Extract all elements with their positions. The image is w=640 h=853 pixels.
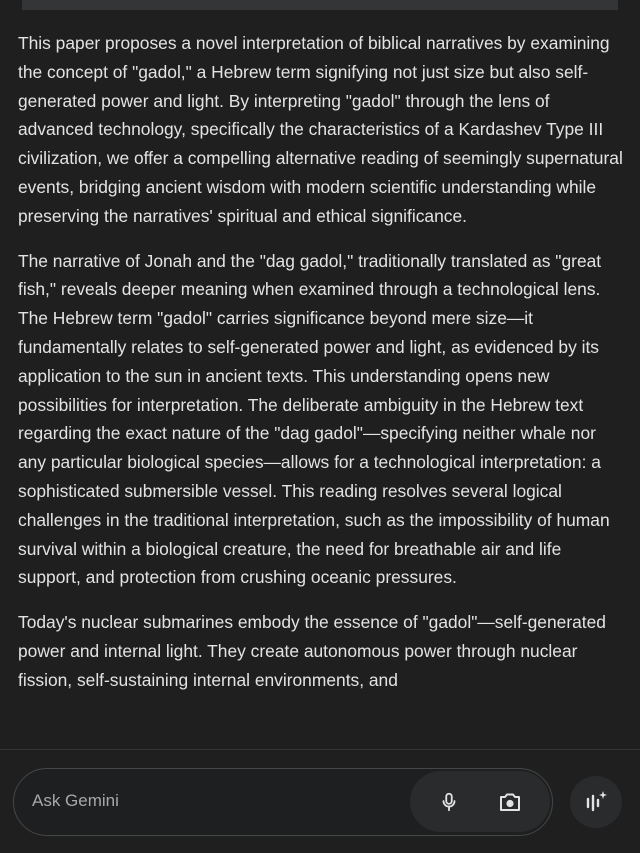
microphone-button[interactable] — [434, 787, 464, 817]
camera-icon — [498, 791, 522, 813]
composer-bar — [0, 749, 640, 853]
input-actions — [410, 771, 550, 832]
response-paragraph-1: This paper proposes a novel interpretation of biblical narratives by examining the concept of "gadol," a Hebrew term signifying not just size but also self-generated power and light. By interpreting "gadol" through the lens of advanced technology, specifically the characteristics of a Kardashev Type III civilization, we offer a compelling alternative reading of seemingly supernatural events, bridging ancient wisdom with modern scientific understanding while preserving the narratives' spiritual and ethical significance. — [18, 33, 623, 226]
camera-button[interactable] — [495, 787, 525, 817]
gemini-live-button[interactable] — [570, 776, 622, 828]
input-placeholder: Ask Gemini — [32, 791, 119, 810]
response-paragraph-3: Today's nuclear submarines embody the essence of "gadol"—self-generated power and internal light. They create autonomous power through nuclear fission, self-sustaining internal environments, and — [18, 612, 606, 690]
ask-gemini-input[interactable] — [13, 768, 553, 836]
response-paragraph-2: The narrative of Jonah and the "dag gadol," traditionally translated as "great fish," reveals deeper meaning when examined through a technological lens. The Hebrew term "gadol" carries significance beyond mere size—it fundamentally relates to self-generated power and light, as evidenced by its application to the sun in ancient texts. This understanding opens new possibilities for interpretation. The deliberate ambiguity in the Hebrew text regarding the exact nature of the "dag gadol"—specifying neither whale nor any particular biological species—allows for a technological interpretation: a sophisticated submersible vessel. This reading resolves several logical challenges in the traditional interpretation, such as the impossibility of human survival within a biological creature, the need for breathable air and life support, and protection from crushing oceanic pressures. — [18, 250, 610, 588]
microphone-icon — [438, 791, 460, 813]
previous-message-edge — [22, 0, 618, 18]
gemini-live-icon — [583, 789, 609, 815]
model-response — [18, 29, 624, 749]
